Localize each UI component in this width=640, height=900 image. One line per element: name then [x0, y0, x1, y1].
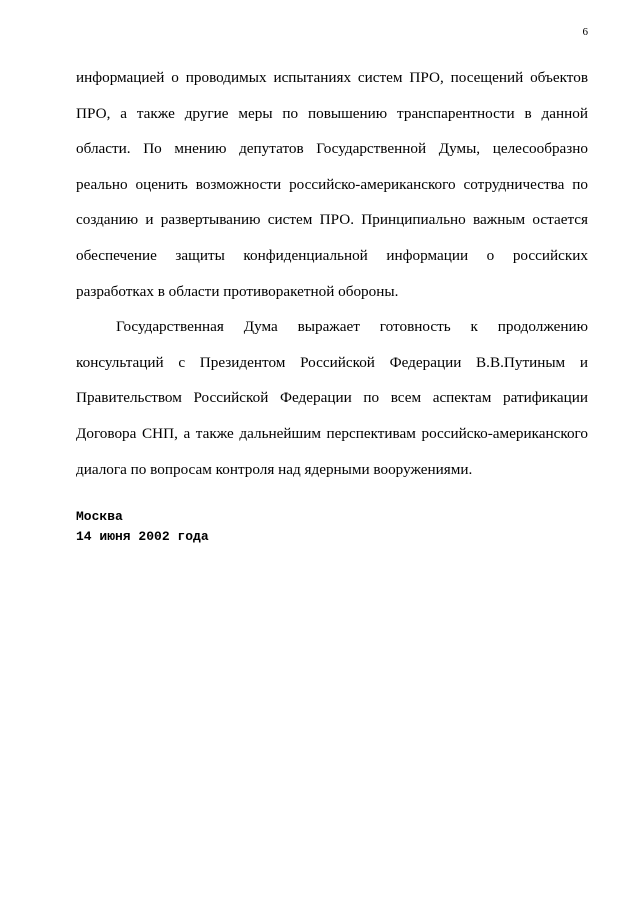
paragraph-2	[76, 309, 588, 487]
signature-block	[76, 507, 209, 547]
text-line: обеспечение защиты конфиденциальной информации о российских	[76, 246, 588, 264]
text-line: Договора СНП, а также дальнейшим перспективам российско-американского	[76, 424, 588, 442]
text-line: ПРО, а также другие меры по повышению транспарентности в данной	[76, 104, 588, 122]
text-line: созданию и развертыванию систем ПРО. Принципиально важным остается	[76, 211, 588, 229]
text-line: консультаций с Президентом Российской Федерации В.В.Путиным и	[76, 353, 588, 371]
signature-date: 14 июня 2002 года	[76, 529, 209, 544]
text-line: Правительством Российской Федерации по всем аспектам ратификации	[76, 389, 588, 407]
text-line: реально оценить возможности российско-американского сотрудничества по	[76, 175, 588, 193]
text-line: информацией о проводимых испытаниях систем ПРО, посещений объектов	[76, 69, 588, 86]
text-line: Государственная Дума выражает готовность к продолжению	[116, 318, 588, 336]
document-body	[76, 60, 588, 487]
paragraph-1	[76, 60, 588, 309]
page-number: 6	[582, 26, 588, 38]
signature-place: Москва	[76, 509, 123, 524]
text-line: диалога по вопросам контроля над ядерными вооружениями.	[76, 460, 473, 478]
text-line: области. По мнению депутатов Государственной Думы, целесообразно	[76, 140, 588, 158]
text-line: разработках в области противоракетной обороны.	[76, 282, 399, 300]
